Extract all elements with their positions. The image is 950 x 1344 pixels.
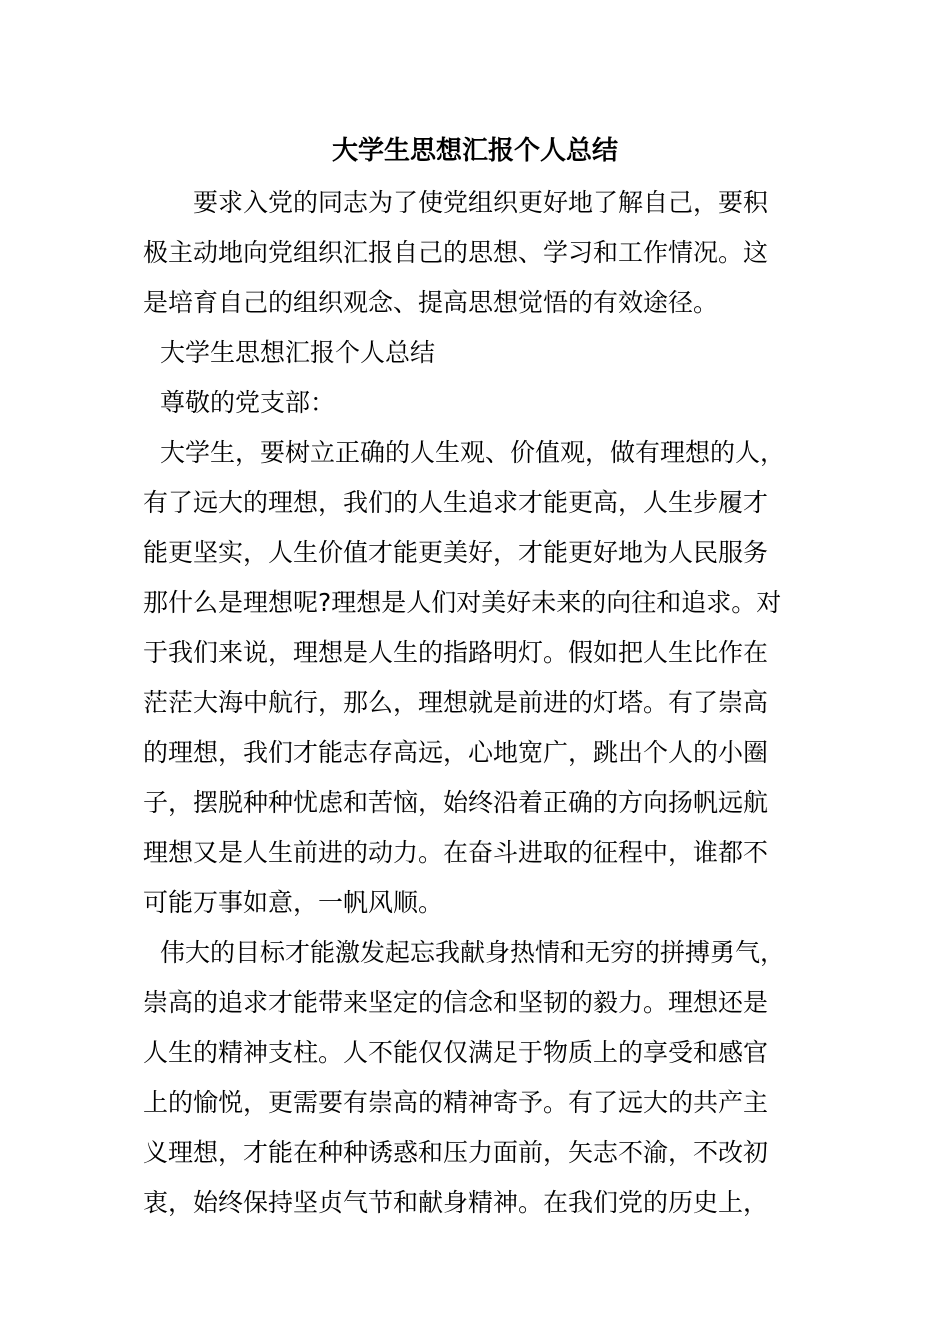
paragraph-line: 是培育自己的组织观念、提高思想觉悟的有效途径。: [143, 288, 719, 317]
paragraph-line: 理想又是人生前进的动力。在奋斗进取的征程中，谁都不: [143, 838, 769, 867]
section-heading: 大学生思想汇报个人总结: [160, 338, 436, 367]
salutation: 尊敬的党支部：: [160, 388, 336, 417]
paragraph-line: 崇高的追求才能带来坚定的信念和坚韧的毅力。理想还是: [143, 988, 769, 1017]
paragraph-line: 有了远大的理想，我们的人生追求才能更高，人生步履才: [143, 488, 769, 517]
paragraph-line: 于我们来说，理想是人生的指路明灯。假如把人生比作在: [143, 638, 769, 667]
paragraph-line: 极主动地向党组织汇报自己的思想、学习和工作情况。这: [143, 238, 769, 267]
paragraph-line: 子，摆脱种种忧虑和苦恼，始终沿着正确的方向扬帆远航: [143, 788, 769, 817]
paragraph-line: 的理想，我们才能志存高远，心地宽广，跳出个人的小圈: [143, 738, 769, 767]
paragraph-line: 伟大的目标才能激发起忘我献身热情和无穷的拼搏勇气，: [160, 938, 786, 967]
paragraph-line: 茫茫大海中航行，那么，理想就是前进的灯塔。有了崇高: [143, 688, 769, 717]
paragraph-line: 那什么是理想呢?理想是人们对美好未来的向往和追求。对: [143, 588, 782, 617]
paragraph-line: 义理想，才能在种种诱惑和压力面前，矢志不渝，不改初: [143, 1138, 769, 1167]
paragraph-line: 人生的精神支柱。人不能仅仅满足于物质上的享受和感官: [143, 1038, 769, 1067]
paragraph-line: 衷，始终保持坚贞气节和献身精神。在我们党的历史上，: [143, 1188, 769, 1217]
document-body: [143, 178, 808, 1228]
paragraph-line: 上的愉悦，更需要有崇高的精神寄予。有了远大的共产主: [143, 1088, 769, 1117]
paragraph-line: 要求入党的同志为了使党组织更好地了解自己，要积: [193, 188, 769, 217]
paragraph-line: 可能万事如意，一帆风顺。: [143, 888, 444, 917]
paragraph-line: 能更坚实，人生价值才能更美好，才能更好地为人民服务: [143, 538, 769, 567]
paragraph-line: 大学生，要树立正确的人生观、价值观，做有理想的人，: [160, 438, 786, 467]
document-title: 大学生思想汇报个人总结: [331, 136, 618, 166]
